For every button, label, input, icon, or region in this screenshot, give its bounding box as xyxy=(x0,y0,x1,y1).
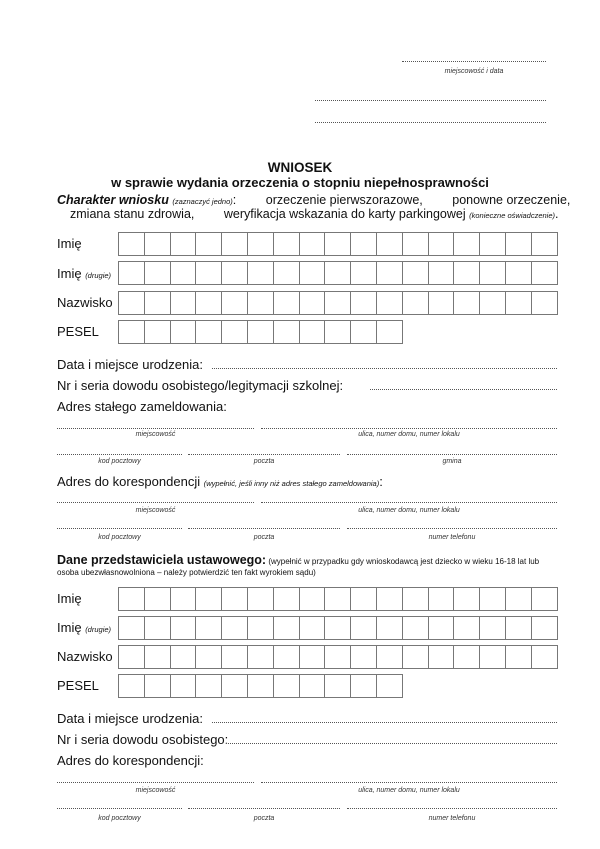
applicant-street-field[interactable] xyxy=(261,428,557,429)
char-cell[interactable] xyxy=(351,675,377,697)
char-cell[interactable] xyxy=(171,588,197,610)
rep-pesel-label: PESEL xyxy=(57,678,99,693)
char-cell[interactable] xyxy=(429,292,455,314)
char-cell[interactable] xyxy=(377,292,403,314)
corr-phone-field[interactable] xyxy=(347,528,557,529)
char-cell[interactable] xyxy=(222,233,248,255)
applicant-city-caption: miejscowość xyxy=(135,431,176,438)
char-cell[interactable] xyxy=(248,588,274,610)
char-cell[interactable] xyxy=(274,588,300,610)
char-cell[interactable] xyxy=(248,321,274,343)
char-cell[interactable] xyxy=(274,675,300,697)
char-cell[interactable] xyxy=(325,262,351,284)
rep-surname-label: Nazwisko xyxy=(57,649,113,664)
char-cell[interactable] xyxy=(377,262,403,284)
char-cell[interactable] xyxy=(222,292,248,314)
char-cell[interactable] xyxy=(248,617,274,639)
char-cell[interactable] xyxy=(196,233,222,255)
char-cell[interactable] xyxy=(403,233,429,255)
char-cell[interactable] xyxy=(325,617,351,639)
rep-post-caption: poczta xyxy=(253,815,275,822)
header-line-2[interactable] xyxy=(315,122,546,123)
corr-post-field[interactable] xyxy=(188,528,340,529)
place-date-field[interactable] xyxy=(402,61,546,62)
applicant-id-label: Nr i seria dowodu osobistego/legitymacji szkolnej: xyxy=(57,378,344,393)
applicant-birth-field[interactable] xyxy=(212,368,557,369)
char-cell[interactable] xyxy=(377,233,403,255)
char-cell[interactable] xyxy=(506,588,532,610)
corr-postal-field[interactable] xyxy=(57,528,182,529)
char-cell[interactable] xyxy=(196,646,222,668)
char-cell[interactable] xyxy=(145,262,171,284)
char-cell[interactable] xyxy=(480,617,506,639)
applicant-id-field[interactable] xyxy=(370,389,557,390)
checkbox-repeat[interactable] xyxy=(426,196,452,206)
char-cell[interactable] xyxy=(248,233,274,255)
char-cell[interactable] xyxy=(171,321,197,343)
char-cell[interactable] xyxy=(300,617,326,639)
char-cell[interactable] xyxy=(171,675,197,697)
option-health-change[interactable]: zmiana stanu zdrowia, xyxy=(70,207,195,221)
rep-surname-grid[interactable] xyxy=(118,645,558,669)
char-cell[interactable] xyxy=(145,646,171,668)
char-cell[interactable] xyxy=(222,617,248,639)
char-cell[interactable] xyxy=(480,588,506,610)
applicant-surname-grid[interactable] xyxy=(118,291,558,315)
applicant-post-caption: poczta xyxy=(253,458,275,465)
char-cell[interactable] xyxy=(274,262,300,284)
char-cell[interactable] xyxy=(480,292,506,314)
char-cell[interactable] xyxy=(429,617,455,639)
char-cell[interactable] xyxy=(325,588,351,610)
char-cell[interactable] xyxy=(274,292,300,314)
applicant-surname-label: Nazwisko xyxy=(57,295,113,310)
char-cell[interactable] xyxy=(454,233,480,255)
char-cell[interactable] xyxy=(403,292,429,314)
char-cell[interactable] xyxy=(325,321,351,343)
char-cell[interactable] xyxy=(196,617,222,639)
document-title: WNIOSEK xyxy=(267,160,333,175)
char-cell[interactable] xyxy=(506,292,532,314)
char-cell[interactable] xyxy=(222,646,248,668)
rep-id-label: Nr i seria dowodu osobistego: xyxy=(57,732,229,747)
char-cell[interactable] xyxy=(196,588,222,610)
char-cell[interactable] xyxy=(119,292,145,314)
char-cell[interactable] xyxy=(274,646,300,668)
representative-heading-block xyxy=(57,555,557,578)
char-cell[interactable] xyxy=(171,233,197,255)
char-cell[interactable] xyxy=(119,262,145,284)
applicant-postal-caption: kod pocztowy xyxy=(98,458,141,465)
applicant-first-name-label: Imię xyxy=(57,236,82,251)
char-cell[interactable] xyxy=(145,617,171,639)
corr-post-caption: poczta xyxy=(253,534,275,541)
char-cell[interactable] xyxy=(429,233,455,255)
char-cell[interactable] xyxy=(274,233,300,255)
char-cell[interactable] xyxy=(300,646,326,668)
request-type-hint: (zaznaczyć jedno) xyxy=(172,197,233,206)
rep-correspondence-label: Adres do korespondencji: xyxy=(57,753,204,768)
char-cell[interactable] xyxy=(351,233,377,255)
char-cell[interactable] xyxy=(300,292,326,314)
applicant-commune-field[interactable] xyxy=(347,454,557,455)
char-cell[interactable] xyxy=(325,292,351,314)
char-cell[interactable] xyxy=(274,617,300,639)
char-cell[interactable] xyxy=(454,262,480,284)
representative-note: (wypełnić w przypadku gdy wnioskodawcą jest dziecko w wieku 16-18 lat lub osoba ubezwłasnowolniona – należy potwierdzić ten fakt wyrokiem sądu) xyxy=(57,557,540,577)
char-cell[interactable] xyxy=(196,675,222,697)
char-cell[interactable] xyxy=(377,617,403,639)
char-cell[interactable] xyxy=(377,646,403,668)
applicant-correspondence-label: Adres do korespondencji (wypełnić, jeśli inny niż adres stałego zameldowania): xyxy=(57,474,383,489)
corr-phone-caption: numer telefonu xyxy=(428,534,476,541)
char-cell[interactable] xyxy=(300,321,326,343)
rep-city-caption: miejscowość xyxy=(135,787,176,794)
corr-postal-caption: kod pocztowy xyxy=(98,534,141,541)
char-cell[interactable] xyxy=(403,646,429,668)
rep-street-caption: ulica, numer domu, numer lokalu xyxy=(358,787,460,794)
applicant-pesel-grid[interactable] xyxy=(118,320,403,344)
applicant-post-field[interactable] xyxy=(188,454,340,455)
rep-city-field[interactable] xyxy=(57,782,254,783)
char-cell[interactable] xyxy=(222,321,248,343)
char-cell[interactable] xyxy=(403,588,429,610)
char-cell[interactable] xyxy=(454,617,480,639)
period: . xyxy=(555,207,559,221)
char-cell[interactable] xyxy=(351,321,377,343)
char-cell[interactable] xyxy=(429,262,455,284)
char-cell[interactable] xyxy=(480,233,506,255)
char-cell[interactable] xyxy=(454,646,480,668)
applicant-first-name-grid[interactable] xyxy=(118,232,558,256)
char-cell[interactable] xyxy=(325,646,351,668)
header-line-1[interactable] xyxy=(315,100,546,101)
char-cell[interactable] xyxy=(196,262,222,284)
rep-postal-field[interactable] xyxy=(57,808,182,809)
document-subtitle: w sprawie wydania orzeczenia o stopniu niepełnosprawności xyxy=(111,175,489,190)
char-cell[interactable] xyxy=(325,233,351,255)
parking-card-note: (konieczne oświadczenie) xyxy=(469,211,556,220)
char-cell[interactable] xyxy=(119,321,145,343)
char-cell[interactable] xyxy=(300,588,326,610)
char-cell[interactable] xyxy=(429,588,455,610)
char-cell[interactable] xyxy=(145,588,171,610)
char-cell[interactable] xyxy=(351,646,377,668)
char-cell[interactable] xyxy=(532,292,558,314)
applicant-postal-field[interactable] xyxy=(57,454,182,455)
char-cell[interactable] xyxy=(506,617,532,639)
colon: : xyxy=(232,193,237,207)
char-cell[interactable] xyxy=(248,646,274,668)
rep-first-name-label: Imię xyxy=(57,591,82,606)
option-parking-card[interactable]: weryfikacja wskazania do karty parkingowej xyxy=(223,207,466,221)
rep-first-name-grid[interactable] xyxy=(118,587,558,611)
char-cell[interactable] xyxy=(351,588,377,610)
char-cell[interactable] xyxy=(119,588,145,610)
corr-street-caption: ulica, numer domu, numer lokalu xyxy=(358,507,460,514)
char-cell[interactable] xyxy=(300,675,326,697)
checkbox-first-time[interactable] xyxy=(240,196,266,206)
char-cell[interactable] xyxy=(300,262,326,284)
option-repeat[interactable]: ponowne orzeczenie, xyxy=(452,193,571,207)
checkbox-parking-card[interactable] xyxy=(198,210,224,220)
char-cell[interactable] xyxy=(171,646,197,668)
char-cell[interactable] xyxy=(145,675,171,697)
char-cell[interactable] xyxy=(532,646,558,668)
char-cell[interactable] xyxy=(171,262,197,284)
char-cell[interactable] xyxy=(222,675,248,697)
rep-street-field[interactable] xyxy=(261,782,557,783)
request-type-line-1 xyxy=(57,193,570,207)
request-type-line-2 xyxy=(70,207,559,221)
char-cell[interactable] xyxy=(480,262,506,284)
char-cell[interactable] xyxy=(325,675,351,697)
char-cell[interactable] xyxy=(119,617,145,639)
char-cell[interactable] xyxy=(403,262,429,284)
char-cell[interactable] xyxy=(119,233,145,255)
char-cell[interactable] xyxy=(506,646,532,668)
char-cell[interactable] xyxy=(377,675,403,697)
applicant-birth-label: Data i miejsce urodzenia: xyxy=(57,357,203,372)
char-cell[interactable] xyxy=(506,262,532,284)
char-cell[interactable] xyxy=(248,675,274,697)
char-cell[interactable] xyxy=(532,617,558,639)
char-cell[interactable] xyxy=(454,292,480,314)
char-cell[interactable] xyxy=(454,588,480,610)
applicant-city-field[interactable] xyxy=(57,428,254,429)
char-cell[interactable] xyxy=(196,292,222,314)
rep-birth-label: Data i miejsce urodzenia: xyxy=(57,711,203,726)
char-cell[interactable] xyxy=(351,292,377,314)
request-type-label: Charakter wniosku xyxy=(57,193,169,207)
char-cell[interactable] xyxy=(119,675,145,697)
char-cell[interactable] xyxy=(532,262,558,284)
char-cell[interactable] xyxy=(506,233,532,255)
applicant-street-caption: ulica, numer domu, numer lokalu xyxy=(358,431,460,438)
rep-birth-field[interactable] xyxy=(212,722,557,723)
rep-postal-caption: kod pocztowy xyxy=(98,815,141,822)
rep-phone-field[interactable] xyxy=(347,808,557,809)
char-cell[interactable] xyxy=(145,233,171,255)
applicant-pesel-label: PESEL xyxy=(57,324,99,339)
rep-phone-caption: numer telefonu xyxy=(428,815,476,822)
corr-city-field[interactable] xyxy=(57,502,254,503)
char-cell[interactable] xyxy=(145,292,171,314)
char-cell[interactable] xyxy=(377,321,403,343)
char-cell[interactable] xyxy=(532,233,558,255)
corr-street-field[interactable] xyxy=(261,502,557,503)
rep-id-field[interactable] xyxy=(226,743,557,744)
option-first-time[interactable]: orzeczenie pierwszorazowe, xyxy=(265,193,423,207)
corr-city-caption: miejscowość xyxy=(135,507,176,514)
char-cell[interactable] xyxy=(145,321,171,343)
applicant-address-label: Adres stałego zameldowania: xyxy=(57,399,227,414)
char-cell[interactable] xyxy=(429,646,455,668)
char-cell[interactable] xyxy=(222,588,248,610)
char-cell[interactable] xyxy=(377,588,403,610)
char-cell[interactable] xyxy=(403,617,429,639)
applicant-second-name-label: Imię (drugie) xyxy=(57,266,112,281)
char-cell[interactable] xyxy=(351,262,377,284)
char-cell[interactable] xyxy=(196,321,222,343)
rep-second-name-label: Imię (drugie) xyxy=(57,620,112,635)
char-cell[interactable] xyxy=(274,321,300,343)
rep-pesel-grid[interactable] xyxy=(118,674,403,698)
char-cell[interactable] xyxy=(248,262,274,284)
char-cell[interactable] xyxy=(119,646,145,668)
applicant-commune-caption: gmina xyxy=(442,458,462,465)
place-date-caption: miejscowość i data xyxy=(444,68,504,75)
char-cell[interactable] xyxy=(248,292,274,314)
char-cell[interactable] xyxy=(222,262,248,284)
applicant-second-name-grid[interactable] xyxy=(118,261,558,285)
char-cell[interactable] xyxy=(300,233,326,255)
char-cell[interactable] xyxy=(351,617,377,639)
char-cell[interactable] xyxy=(171,617,197,639)
char-cell[interactable] xyxy=(171,292,197,314)
representative-heading: Dane przedstawiciela ustawowego: xyxy=(57,553,267,567)
rep-post-field[interactable] xyxy=(188,808,340,809)
char-cell[interactable] xyxy=(480,646,506,668)
rep-second-name-grid[interactable] xyxy=(118,616,558,640)
char-cell[interactable] xyxy=(532,588,558,610)
